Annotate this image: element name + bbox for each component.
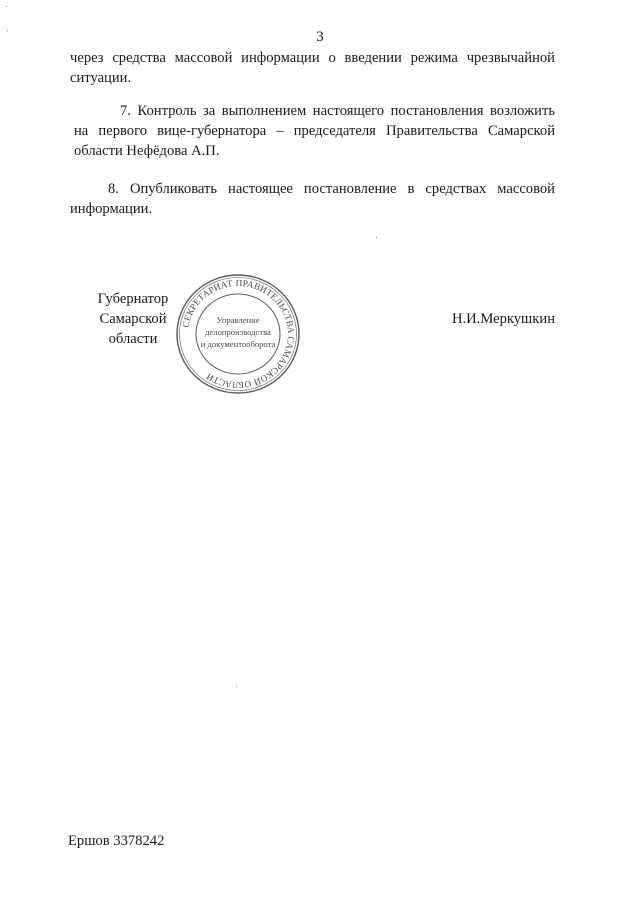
stamp-inner-line: Управление: [216, 315, 260, 325]
paragraph-item-7: [74, 101, 555, 161]
executor-note: Ершов 3378242: [68, 833, 165, 849]
stamp-inner-line: и документооборота: [200, 339, 276, 349]
text-line: ситуации.: [70, 70, 132, 86]
stamp-inner-line: делопроизводства: [205, 327, 271, 337]
text-line: через средства массовой информации о введении режима чрезвычайной: [70, 50, 555, 66]
signatory-title: [74, 289, 192, 349]
stamp-ring-text: СЕКРЕТАРИАТ ПРАВИТЕЛЬСТВА САМАРСКОЙ ОБЛАСТИ: [180, 277, 297, 391]
scan-speck: [7, 30, 8, 31]
paragraph-continuation: [70, 48, 555, 88]
paragraph-item-8: [70, 179, 555, 219]
scan-speck: [376, 237, 377, 238]
text-line: на первого вице-губернатора – председателя Правительства Самарской: [74, 123, 555, 139]
signatory-name: Н.И.Меркушкин: [451, 311, 555, 327]
signatory-title-line: Губернатор: [97, 291, 169, 307]
text-line: 8. Опубликовать настоящее постановление в средствах массовой: [108, 181, 555, 197]
text-line: области Нефёдова А.П.: [74, 143, 220, 159]
official-stamp: [174, 272, 302, 396]
page-number: 3: [316, 29, 324, 45]
scan-speck: [236, 686, 237, 687]
text-line: 7. Контроль за выполнением настоящего постановления возложить: [120, 103, 555, 119]
scan-speck: [6, 6, 7, 7]
signatory-title-line: Самарской области: [99, 311, 167, 347]
text-line: информации.: [70, 201, 153, 217]
